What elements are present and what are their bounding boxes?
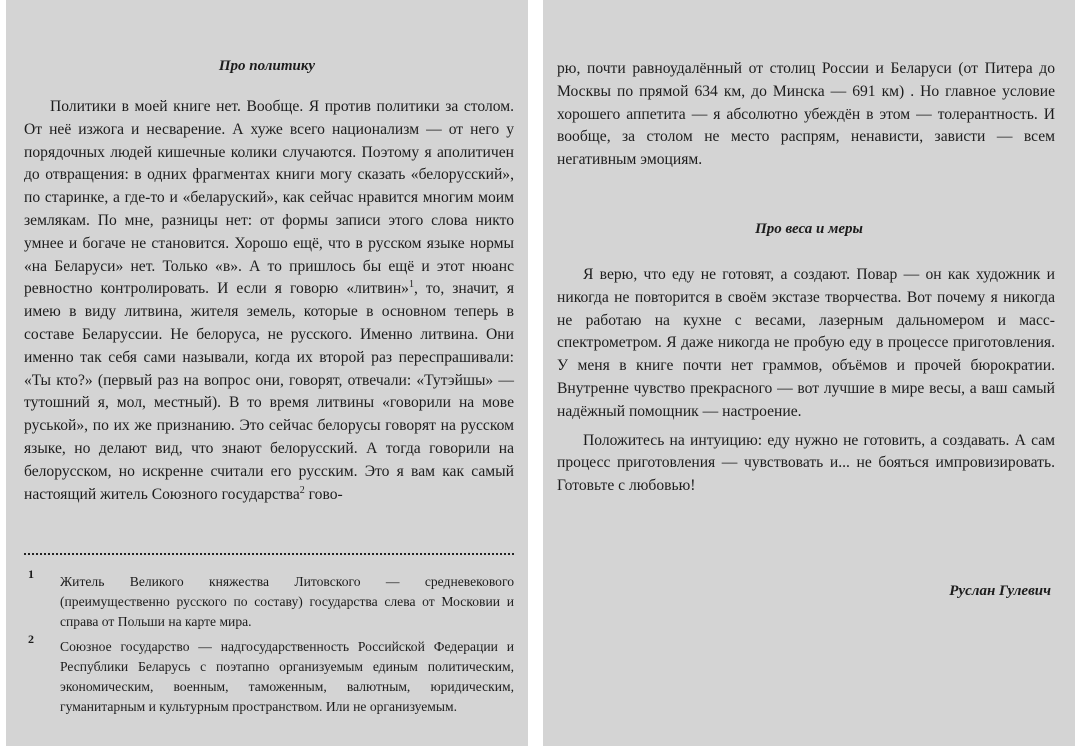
- footnote-ref-2: 2: [299, 484, 305, 496]
- continuation-block: [557, 58, 1055, 172]
- footnote-2: [24, 632, 514, 717]
- weights-paragraph-1: Я верю, что еду не готовят, а создают. Повар — он как художник и никогда не повторится в своём экстазе творчества. Вот почему я никогда не работаю на кухне с весами, лазерным дальномером и масс-спектрометром. Я даже никогда не пробую еду в процессе приготовления. У меня в книге почти нет граммов, объёмов и прочей бюрократии. Внутренне чувство прекрасного — вот лучшие в мире весы, а ваш самый надёжный помощник — настроение.: [557, 266, 1055, 420]
- author-signature: Руслан Гулевич: [949, 583, 1051, 599]
- weights-paragraph-2: Положитесь на интуицию: еду нужно не готовить, а создавать. А сам процесс приготовления — чувствовать и... не бояться импровизировать. Готовьте с любовью!: [557, 431, 1055, 495]
- weights-body: [557, 264, 1055, 498]
- left-page: [6, 0, 528, 746]
- politics-text-part3: гово-: [304, 485, 343, 503]
- continuation-paragraph: рю, почти равноудалённый от столиц России и Беларуси (от Питера до Москвы по прямой 634 км, до Минска — 691 км) . Но главное условие хорошего аппетита — я абсолютно убеждён в этом — толерантность. И вообще, за столом не место распрям, ненависти, зависти — всем негативным эмоциям.: [557, 60, 1055, 169]
- politics-body: [24, 96, 514, 506]
- politics-paragraph: [24, 96, 514, 506]
- footnote-text: Житель Великого княжества Литовского — средневекового (преимущественно русского по составу) государства слева от Московии и справа от Польши на карте мира.: [60, 574, 514, 629]
- section-title-weights: Про веса и меры: [755, 221, 863, 237]
- footnote-number: 2: [28, 632, 34, 646]
- footnote-text: Союзное государство — надгосударственность Российской Федерации и Республики Беларусь с поэтапно организуемым единым политическим, экономическим, военным, таможенным, валютным, юридическим, гуманитарным и культурным пространством. Или не организуемым.: [60, 639, 514, 714]
- footnote-number: 1: [28, 567, 34, 581]
- section-title-politics: Про политику: [218, 58, 316, 74]
- right-page: [543, 0, 1075, 746]
- footnote-ref-1: 1: [408, 279, 414, 291]
- politics-text-part2: , то, значит, я имею в виду литвина, жителя земель, которые в основном теперь в составе Беларуссии. Не белоруса, не русского. Именно литвина. Они именно так себя сами называли, когда их второй раз переспрашивали: «Ты кто?» (первый раз на вопрос они, говорят, отвечали: «Тутэйшы» — тутошний я, мол, местный). В то время литвины «говорили на мове руськой», по их же признанию. Это сейчас белорусы говорят на русском языке, но делают вид, что знают белорусский. А тогда говорили на белорусском, но искренне считали его русским. Это я вам как самый настоящий житель Союзного государства: [24, 280, 514, 503]
- politics-text-part1: Политики в моей книге нет. Вообще. Я против политики за столом. От неё изжога и несварение. А хуже всего национализм — от него у порядочных людей кишечные колики случаются. Поэтому я аполитичен до отвращения: в одних фрагментах книги могу сказать «белорусский», по старинке, а где-то и «беларуский», как сейчас нравится многим моим землякам. По мне, разницы нет: от формы записи этого слова никто умнее и богаче не становится. Хорошо ещё, что в русском языке нормы «на Беларуси» нет. Только «в». А то пришлось бы ещё и этот нюанс ревностно контролировать. И если я говорю «литвин»: [24, 98, 514, 298]
- footnote-separator: [24, 553, 514, 555]
- footnote-1: [24, 567, 514, 632]
